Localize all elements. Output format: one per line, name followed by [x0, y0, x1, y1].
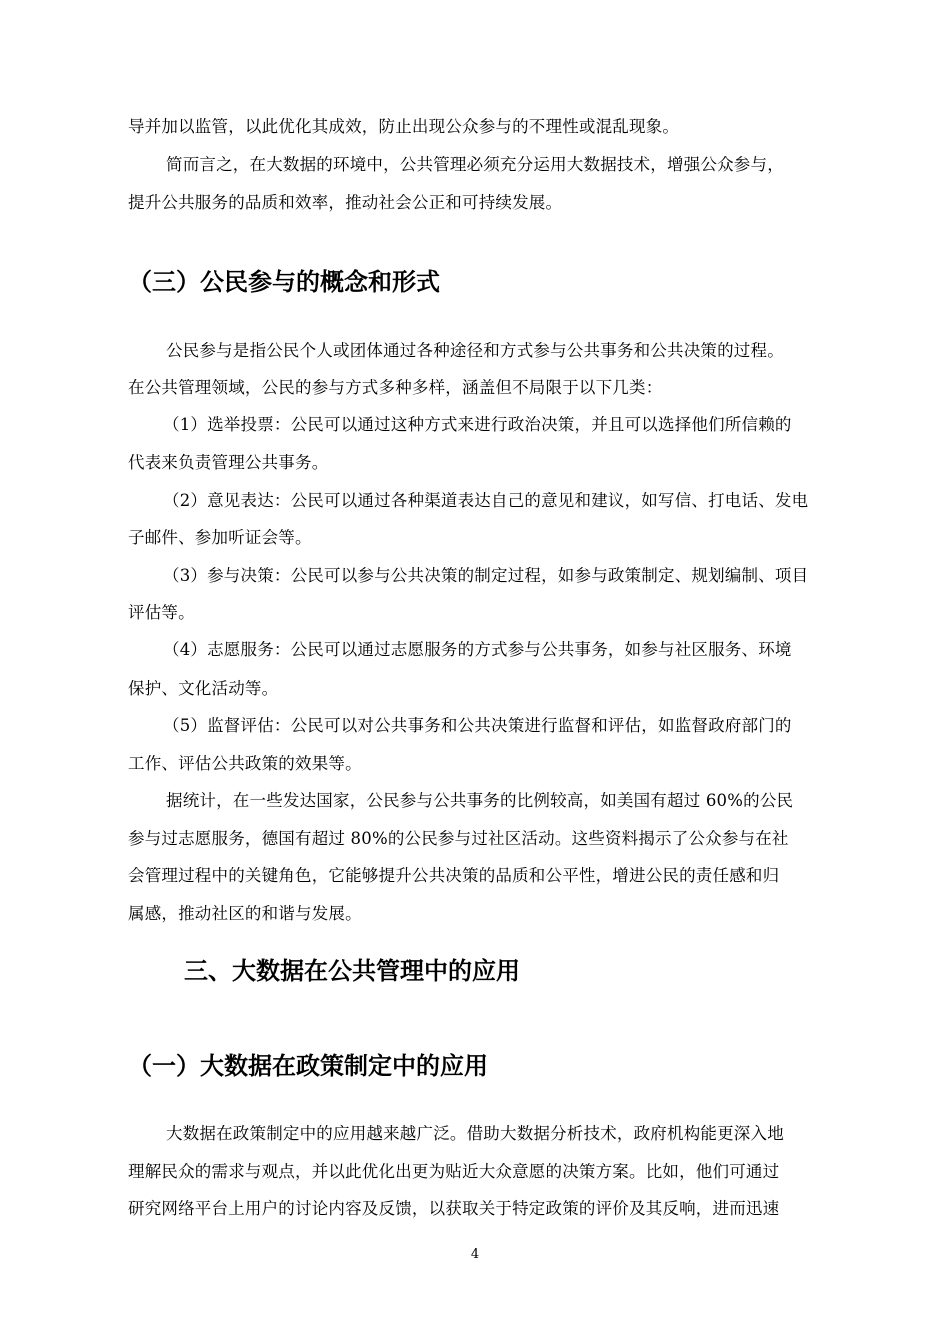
- paragraph-line: 理解民众的需求与观点，并以此优化出更为贴近大众意愿的决策方案。比如，他们可通过: [128, 1162, 780, 1181]
- list-item-line: 工作、评估公共政策的效果等。: [128, 754, 362, 773]
- paragraph-line: 属感，推动社区的和谐与发展。: [128, 904, 362, 923]
- list-item-line: 评估等。: [128, 603, 195, 622]
- list-item-line: （3）参与决策：公民可以参与公共决策的制定过程，如参与政策制定、规划编制、项目: [163, 566, 809, 585]
- paragraph-line: 公民参与是指公民个人或团体通过各种途径和方式参与公共事务和公共决策的过程。: [166, 341, 784, 360]
- list-item-line: 保护、文化活动等。: [128, 679, 279, 698]
- list-item-line: （2）意见表达：公民可以通过各种渠道表达自己的意见和建议，如写信、打电话、发电: [163, 491, 809, 510]
- section-heading: （三）公民参与的概念和形式: [128, 268, 440, 296]
- list-item-line: （1）选举投票：公民可以通过这种方式来进行政治决策，并且可以选择他们所信赖的: [163, 415, 792, 434]
- list-item-line: 代表来负责管理公共事务。: [128, 453, 329, 472]
- list-item-line: （5）监督评估：公民可以对公共事务和公共决策进行监督和评估，如监督政府部门的: [163, 716, 792, 735]
- paragraph-line: 在公共管理领域，公民的参与方式多种多样，涵盖但不局限于以下几类：: [128, 378, 663, 397]
- page-number: 4: [470, 1247, 480, 1262]
- paragraph-line: 参与过志愿服务，德国有超过 80%的公民参与过社区活动。这些资料揭示了公众参与在社: [128, 829, 789, 848]
- paragraph-line: 导并加以监管，以此优化其成效，防止出现公众参与的不理性或混乱现象。: [128, 117, 680, 136]
- list-item-line: （4）志愿服务：公民可以通过志愿服务的方式参与公共事务，如参与社区服务、环境: [163, 640, 792, 659]
- paragraph-line: 大数据在政策制定中的应用越来越广泛。借助大数据分析技术，政府机构能更深入地: [166, 1124, 784, 1143]
- list-item-line: 子邮件、参加听证会等。: [128, 528, 312, 547]
- section-heading: （一）大数据在政策制定中的应用: [128, 1052, 488, 1080]
- paragraph-line: 会管理过程中的关键角色，它能够提升公共决策的品质和公平性，增进公民的责任感和归: [128, 866, 780, 885]
- paragraph-line: 简而言之，在大数据的环境中，公共管理必须充分运用大数据技术，增强公众参与，: [166, 155, 784, 174]
- paragraph-line: 据统计，在一些发达国家，公民参与公共事务的比例较高，如美国有超过 60%的公民: [166, 791, 794, 810]
- paragraph-line: 提升公共服务的品质和效率，推动社会公正和可持续发展。: [128, 193, 563, 212]
- chapter-heading: 三、大数据在公共管理中的应用: [184, 957, 520, 985]
- paragraph-line: 研究网络平台上用户的讨论内容及反馈，以获取关于特定政策的评价及其反响，进而迅速: [128, 1199, 780, 1218]
